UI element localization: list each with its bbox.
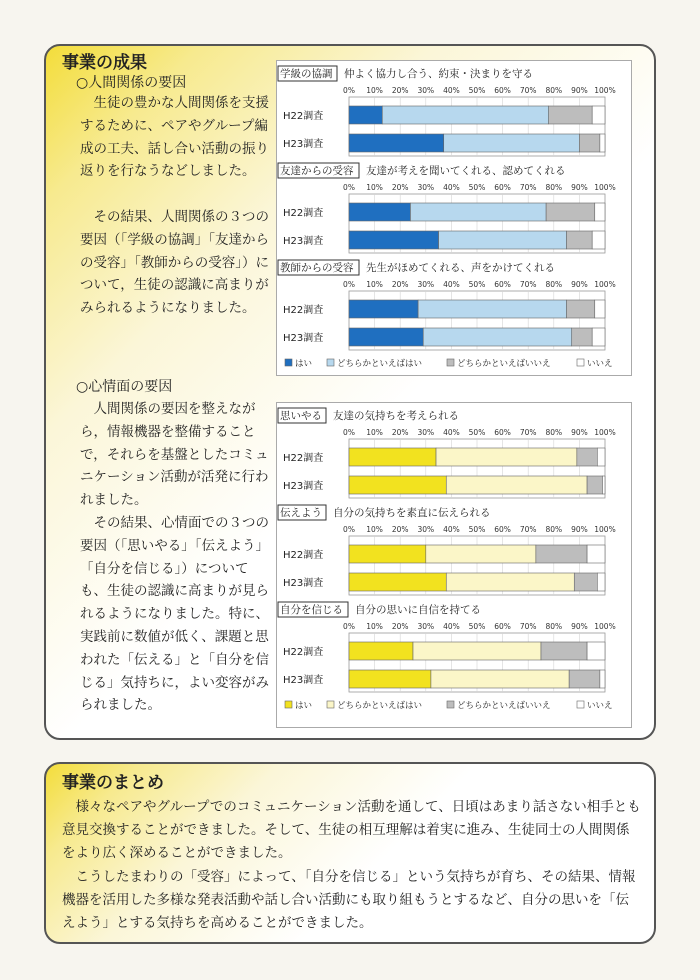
category-label: H23調査: [283, 675, 324, 686]
bar-segment: [600, 134, 605, 152]
tick-label: 30%: [417, 280, 435, 289]
bar-segment: [569, 670, 600, 688]
bar-segment: [592, 328, 605, 346]
panel-caption: 友達の気持ちを考えられる: [333, 410, 459, 422]
tick-label: 70%: [519, 525, 537, 534]
tick-label: 50%: [468, 428, 486, 437]
bar-segment: [382, 106, 548, 124]
tick-label: 30%: [417, 428, 435, 437]
bar-segment: [349, 545, 426, 563]
bar-segment: [439, 231, 567, 249]
legend-swatch: [327, 701, 334, 708]
panel-tag: 教師からの受容: [280, 262, 354, 274]
bar-segment: [426, 545, 536, 563]
bar-segment: [572, 328, 592, 346]
legend-label: いいえ: [587, 701, 613, 711]
tick-label: 20%: [391, 525, 409, 534]
legend-swatch: [447, 701, 454, 708]
panel-caption: 仲よく協力し合う、約束・決まりを守る: [344, 68, 533, 80]
tick-label: 10%: [366, 622, 383, 631]
legend-swatch: [285, 701, 292, 708]
chart-human-relations-svg: [277, 61, 631, 375]
bar-segment: [592, 106, 605, 124]
category-label: H23調査: [283, 578, 324, 589]
tick-label: 50%: [468, 525, 486, 534]
legend-swatch: [327, 359, 334, 366]
tick-label: 10%: [366, 183, 383, 192]
tick-label: 50%: [468, 183, 486, 192]
tick-label: 20%: [391, 428, 409, 437]
bar-segment: [536, 545, 587, 563]
tick-label: 50%: [468, 86, 486, 95]
tick-label: 30%: [417, 525, 435, 534]
category-label: H22調査: [283, 647, 324, 658]
legend-label: いいえ: [587, 359, 613, 369]
tick-label: 60%: [494, 183, 511, 192]
legend-label: どちらかといえばはい: [337, 359, 423, 369]
tick-label: 90%: [571, 86, 588, 95]
tick-label: 40%: [443, 183, 460, 192]
tick-label: 90%: [571, 280, 588, 289]
tick-label: 20%: [391, 86, 409, 95]
emotional-paragraph-2: その結果、心情面での３つの要因（「思いやる」「伝えよう」「自分を信じる」）についても、生徒の認識に高まりが見られるようになりました。特に、実践前に数値が低く、課題と思われた「伝える」と「自分を信じる」気持ちに，よい変容がみられました。: [80, 515, 269, 714]
bar-segment: [587, 476, 602, 494]
tick-label: 60%: [494, 525, 511, 534]
bar-segment: [444, 134, 580, 152]
tick-label: 100%: [594, 183, 616, 192]
category-label: H23調査: [283, 333, 324, 344]
tick-label: 100%: [594, 428, 616, 437]
legend-swatch: [285, 359, 292, 366]
tick-label: 90%: [571, 183, 588, 192]
legend-swatch: [577, 701, 584, 708]
tick-label: 70%: [519, 622, 537, 631]
tick-label: 90%: [571, 428, 588, 437]
tick-label: 80%: [545, 622, 563, 631]
tick-label: 40%: [443, 428, 460, 437]
bar-segment: [349, 300, 418, 318]
bar-segment: [587, 642, 605, 660]
summary-title: 事業のまとめ: [62, 773, 164, 793]
bar-segment: [592, 231, 605, 249]
legend-label: どちらかといえばいいえ: [457, 359, 551, 369]
tick-label: 60%: [494, 280, 511, 289]
bar-segment: [413, 642, 541, 660]
tick-label: 60%: [494, 86, 511, 95]
bar-segment: [418, 300, 566, 318]
tick-label: 100%: [594, 280, 616, 289]
bar-segment: [349, 328, 423, 346]
category-label: H22調査: [283, 305, 324, 316]
tick-label: 30%: [417, 86, 435, 95]
tick-label: 0%: [343, 428, 355, 437]
bar-segment: [597, 448, 605, 466]
tick-label: 10%: [366, 86, 383, 95]
legend-label: どちらかといえばいいえ: [457, 701, 551, 711]
tick-label: 80%: [545, 428, 563, 437]
tick-label: 10%: [366, 280, 383, 289]
tick-label: 10%: [366, 525, 383, 534]
tick-label: 10%: [366, 428, 383, 437]
bar-segment: [349, 134, 444, 152]
emotional-heading: ○心情面の要因: [76, 379, 173, 395]
tick-label: 0%: [343, 280, 355, 289]
category-label: H23調査: [283, 139, 324, 150]
tick-label: 60%: [494, 622, 511, 631]
emotional-paragraph-1: 人間関係の要因を整えながら，情報機器を整備することで，それらを基盤としたコミュニケーション活動が活発に行われました。: [80, 401, 269, 509]
chart-human-relations: [276, 60, 632, 376]
tick-label: 100%: [594, 86, 616, 95]
legend-swatch: [447, 359, 454, 366]
tick-label: 20%: [391, 622, 409, 631]
bar-segment: [349, 106, 382, 124]
bar-segment: [349, 573, 446, 591]
summary-paragraph-2: こうしたまわりの「受容」によって、「自分を信じる」という気持ちが育ち、その結果、情報機器を活用した多様な発表活動や話し合い活動にも取り組もうとするなど、自分の思いを「伝えよう」とする気持ちを高めることができました。: [62, 868, 636, 932]
bar-segment: [567, 300, 595, 318]
category-label: H22調査: [283, 550, 324, 561]
legend-label: どちらかといえばはい: [337, 701, 423, 711]
legend-swatch: [577, 359, 584, 366]
legend-label: はい: [295, 701, 313, 711]
tick-label: 20%: [391, 183, 409, 192]
panel-caption: 先生がほめてくれる、声をかけてくれる: [366, 262, 555, 274]
tick-label: 70%: [519, 86, 537, 95]
tick-label: 40%: [443, 86, 460, 95]
bar-segment: [579, 134, 599, 152]
tick-label: 90%: [571, 622, 588, 631]
tick-label: 40%: [443, 622, 460, 631]
bar-segment: [431, 670, 569, 688]
bar-segment: [587, 545, 605, 563]
category-label: H22調査: [283, 111, 324, 122]
tick-label: 80%: [545, 183, 563, 192]
category-label: H22調査: [283, 453, 324, 464]
tick-label: 100%: [594, 525, 616, 534]
tick-label: 70%: [519, 183, 537, 192]
bar-segment: [436, 448, 577, 466]
bar-segment: [446, 573, 574, 591]
results-title: 事業の成果: [62, 53, 147, 73]
tick-label: 0%: [343, 86, 355, 95]
bar-segment: [349, 448, 436, 466]
bar-segment: [446, 476, 587, 494]
tick-label: 50%: [468, 622, 486, 631]
tick-label: 100%: [594, 622, 616, 631]
tick-label: 0%: [343, 622, 355, 631]
tick-label: 70%: [519, 280, 537, 289]
tick-label: 80%: [545, 525, 563, 534]
panel-caption: 自分の思いに自信を持てる: [355, 604, 481, 616]
tick-label: 40%: [443, 525, 460, 534]
tick-label: 20%: [391, 280, 409, 289]
bar-segment: [602, 476, 605, 494]
chart-emotional: [276, 402, 632, 728]
bar-segment: [349, 476, 446, 494]
tick-label: 0%: [343, 525, 355, 534]
panel-tag: 自分を信じる: [280, 604, 343, 616]
category-label: H22調査: [283, 208, 324, 219]
human-relations-paragraph-1: 生徒の豊かな人間関係を支援するために、ペアやグループ編成の工夫、話し合い活動の振り返りを行なうなどしました。: [80, 95, 269, 180]
human-relations-heading: ○人間関係の要因: [76, 75, 187, 91]
tick-label: 30%: [417, 183, 435, 192]
bar-segment: [600, 670, 605, 688]
bar-segment: [410, 203, 546, 221]
summary-body: [62, 796, 642, 935]
tick-label: 50%: [468, 280, 486, 289]
tick-label: 90%: [571, 525, 588, 534]
bar-segment: [595, 203, 605, 221]
bar-segment: [349, 203, 410, 221]
tick-label: 80%: [545, 280, 563, 289]
bar-segment: [349, 670, 431, 688]
bar-segment: [595, 300, 605, 318]
chart-emotional-svg: [277, 403, 631, 727]
bar-segment: [597, 573, 605, 591]
tick-label: 30%: [417, 622, 435, 631]
bar-segment: [349, 231, 439, 249]
bar-segment: [546, 203, 595, 221]
category-label: H23調査: [283, 236, 324, 247]
tick-label: 60%: [494, 428, 511, 437]
legend-label: はい: [295, 359, 313, 369]
category-label: H23調査: [283, 481, 324, 492]
tick-label: 80%: [545, 86, 563, 95]
panel-tag: 伝えよう: [280, 507, 322, 519]
bar-segment: [349, 642, 413, 660]
panel-tag: 学級の協調: [280, 68, 333, 80]
panel-tag: 思いやる: [280, 410, 322, 422]
summary-paragraph-1: 様々なペアやグループでのコミュニケーション活動を通して、日頃はあまり話さない相手とも意見交換することができました。そして、生徒の相互理解は着実に進み、生徒同士の人間関係をより広く深めることができました。: [62, 799, 641, 862]
bar-segment: [567, 231, 593, 249]
panel-tag: 友達からの受容: [280, 165, 354, 177]
panel-caption: 自分の気持ちを素直に伝えられる: [333, 507, 491, 519]
tick-label: 0%: [343, 183, 355, 192]
human-relations-paragraph-2: その結果、人間関係の３つの要因（「学級の協調」「友達からの受容」「教師からの受容」）について，生徒の認識に高まりがみられるようになりました。: [80, 209, 269, 317]
bar-segment: [423, 328, 571, 346]
tick-label: 70%: [519, 428, 537, 437]
panel-caption: 友達が考えを聞いてくれる、認めてくれる: [366, 165, 566, 177]
bar-segment: [577, 448, 597, 466]
bar-segment: [574, 573, 597, 591]
bar-segment: [541, 642, 587, 660]
bar-segment: [549, 106, 593, 124]
tick-label: 40%: [443, 280, 460, 289]
